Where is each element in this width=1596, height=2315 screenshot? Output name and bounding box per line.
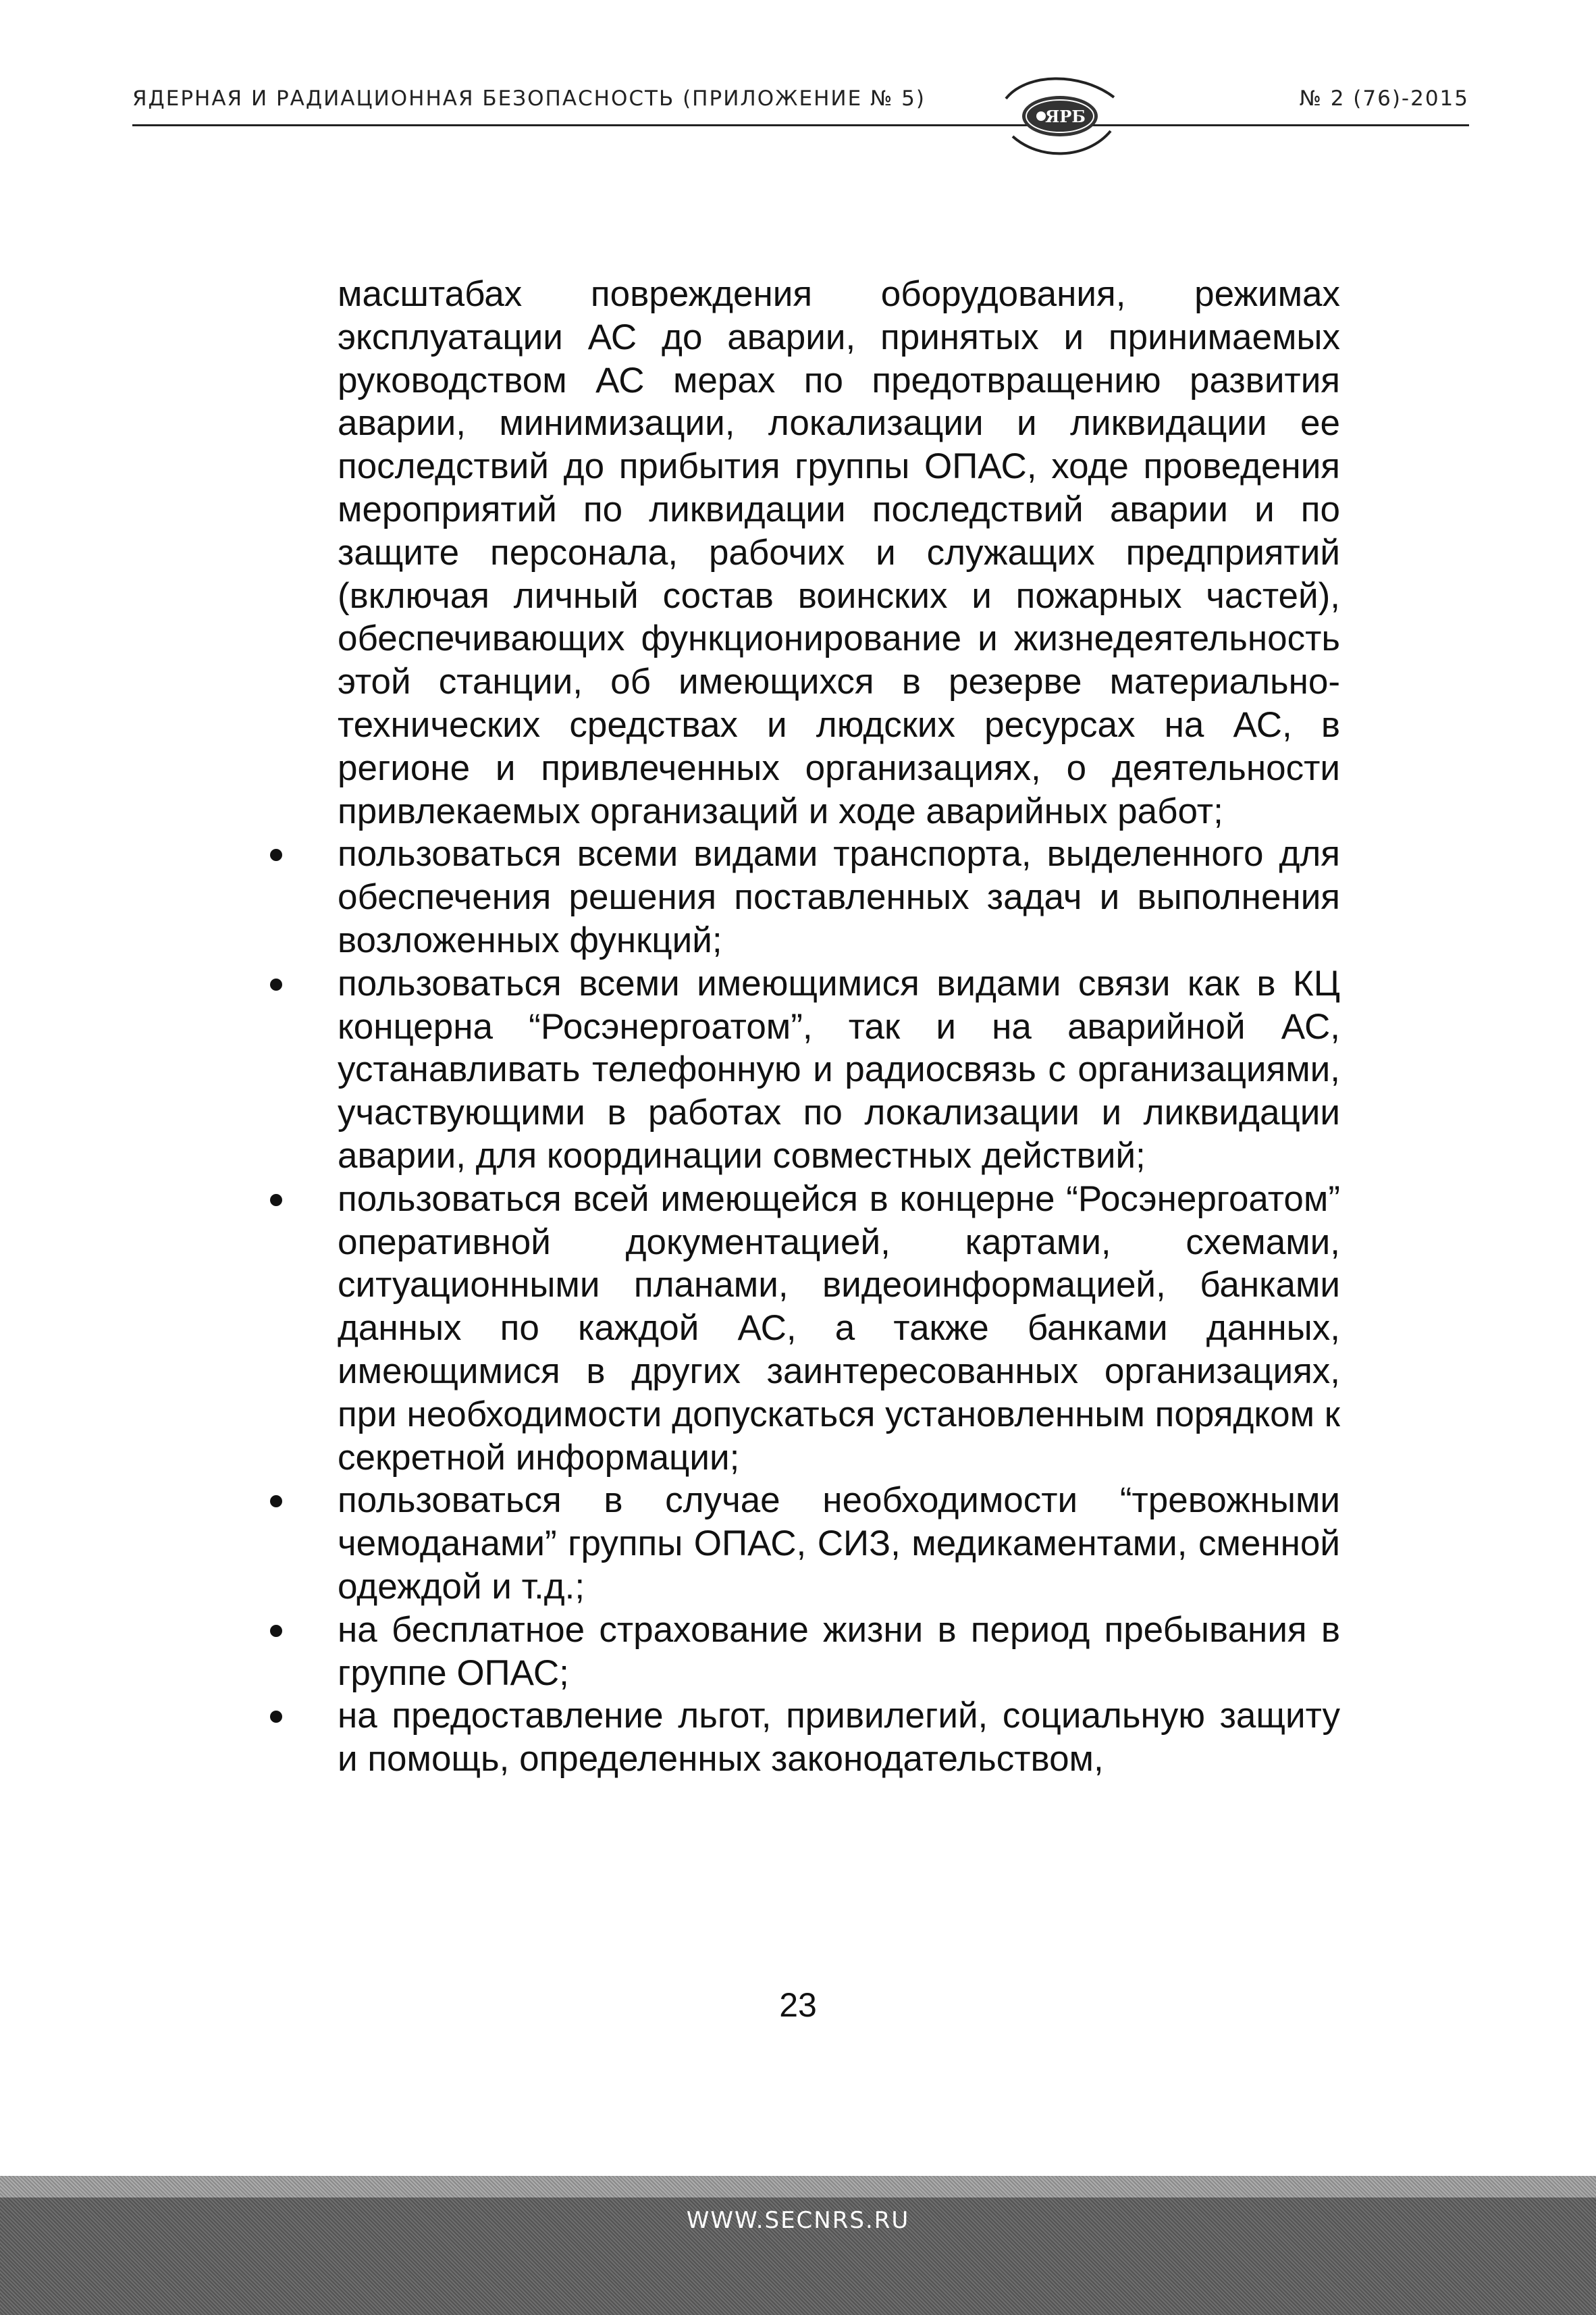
journal-title: ЯДЕРНАЯ И РАДИАЦИОННАЯ БЕЗОПАСНОСТЬ (ПРИЛОЖЕНИЕ № 5) <box>132 86 926 111</box>
list-item-text: пользоваться в случае необходимости “тревожными чемоданами” группы ОПАС, СИЗ, медикаментами, сменной одеждой и т.д.; <box>338 1480 1340 1607</box>
list-item <box>338 1479 1340 1608</box>
rights-list <box>338 833 1340 1781</box>
list-item <box>338 1694 1340 1781</box>
issue-number: № 2 (76)-2015 <box>1299 86 1469 111</box>
list-item-text: на предоставление льгот, привилегий, социальную защиту и помощь, определенных законодательством, <box>338 1696 1340 1779</box>
intro-paragraph: масштабах повреждения оборудования, режимах эксплуатации АС до аварии, принятых и принимаемых руководством АС мерах по предотвращению развития аварии, минимизации, локализации и ликвидации ее последствий до прибытия группы ОПАС, ходе проведения мероприятий по ликвидации последствий аварии и по защите персонала, рабочих и служащих предприятий (включая личный состав воинских и пожарных частей), обеспечивающих функционирование и жизнедеятельность этой станции, об имеющихся в резерве материально-технических средствах и людских ресурсах на АС, в регионе и привлеченных организациях, о деятельности привлекаемых организаций и ходе аварийных работ; <box>338 274 1340 831</box>
logo-text: ЯРБ <box>1045 107 1086 126</box>
list-item-text: на бесплатное страхование жизни в период пребывания в группе ОПАС; <box>338 1609 1340 1693</box>
list-item-text: пользоваться всей имеющейся в концерне “Росэнергоатом” оперативной документацией, картами, схемами, ситуационными планами, видеоинформацией, банками данных по каждой АС, а также банками данных, имеющимися в других заинтересованных организациях, при необходимости допускаться установленным порядком к секретной информации; <box>338 1178 1340 1478</box>
list-item-text: пользоваться всеми имеющимися видами связи как в КЦ концерна “Росэнергоатом”, так и на аварийной АС, устанавливать телефонную и радиосвязь с организациями, участвующими в работах по локализации и ликвидации аварии, для координации совместных действий; <box>338 963 1340 1176</box>
list-item <box>338 1178 1340 1480</box>
list-item <box>338 833 1340 962</box>
header-rule <box>132 124 1469 126</box>
bullet-icon <box>270 1711 282 1723</box>
list-item <box>338 962 1340 1178</box>
footer-url[interactable]: WWW.SECNRS.RU <box>686 2207 910 2234</box>
bullet-icon <box>270 979 282 991</box>
bullet-icon <box>270 1495 282 1507</box>
list-item-text: пользоваться всеми видами транспорта, выделенного для обеспечения решения поставленных задач и выполнения возложенных функций; <box>338 834 1340 960</box>
main-content <box>338 273 1340 1781</box>
bullet-icon <box>270 849 282 861</box>
page-number: 23 <box>779 1986 817 2024</box>
bullet-icon <box>270 1625 282 1637</box>
journal-logo <box>999 66 1121 161</box>
bullet-icon <box>270 1194 282 1206</box>
list-item <box>338 1609 1340 1695</box>
